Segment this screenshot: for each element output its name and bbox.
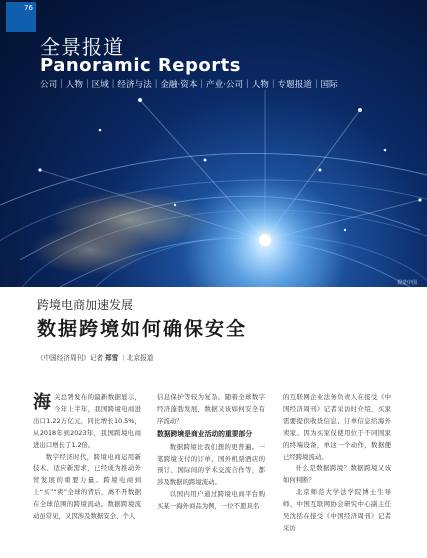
paragraph: 的互联网企业法务负责人在接受《中国经济周刊》记者采访时介绍，买家需要提供收货信息、订单信息给海外卖家。因为买家仅使用位于不同国家的终端设备，单这一个动作，数据便已经跨境流动。 <box>283 393 391 461</box>
section-title-cn: 全景报道 <box>40 35 124 59</box>
paragraph: 北京师范大学法学院博士生导师、中国互联网协会研究中心副主任吴沈括在接受《中国经济周刊》记者采访 <box>283 488 391 532</box>
paragraph: 以国内用户通过跨境电商平台购买某一海外商品为例，一位不愿具名 <box>157 490 265 511</box>
lead-paragraph <box>33 392 141 452</box>
paragraph-text: 关总署发布的最新数据显示，今年上半年，我国跨境电商进出口1.22万亿元，同比增长10.5%，从2018年到2023年，我国跨境电商进出口增长了1.2倍。 <box>33 393 141 449</box>
page-number: 76 <box>6 2 36 32</box>
photo-credit: 视觉中国 <box>397 280 418 286</box>
article-column-3 <box>283 392 391 535</box>
drop-cap: 海 <box>33 392 51 413</box>
byline-source: 《中国经济周刊》记者 <box>37 354 103 362</box>
article-column-1 <box>33 392 141 523</box>
section-title-en: Panoramic Reports <box>40 55 241 76</box>
article-column-2 <box>157 392 265 513</box>
byline-place: ｜北京报道 <box>120 354 154 362</box>
byline-author: 郑雪 <box>105 354 119 362</box>
article-subtitle: 跨境电商加速发展 <box>37 298 134 312</box>
paragraph: 数字经济时代，跨境电商运用新技术、适应新需求，已经成为推动外贸发展的重要力量。跨境电商到上“买”“卖”全球的背后，离不开数据在全球范围的跨境流动。数据跨境流动虽常见，又因涉及数据安全、个人 <box>33 452 141 521</box>
section-heading: 数据跨境是商业活动的重要部分 <box>157 429 253 438</box>
paragraph: 信息保护等较为复杂。随着全球数字经济蓬勃发展，数据又该如何安全有序流动？ <box>157 393 265 425</box>
paragraph: 数据跨境比我们想的更普遍。一笔跨境支付的订单、国外机票酒店的预订、国际间的学术交流合作等，都涉及数据的跨境流动。 <box>157 442 265 487</box>
article-title: 数据跨境如何确保安全 <box>37 318 248 340</box>
byline <box>37 352 153 362</box>
section-tagline: 公司｜人物｜区域｜经济与法｜金融·资本｜产业·公司｜人物｜专题报道｜国际 <box>40 80 338 90</box>
paragraph: 什么是数据跨境？数据跨境又该如何判断？ <box>283 464 391 485</box>
